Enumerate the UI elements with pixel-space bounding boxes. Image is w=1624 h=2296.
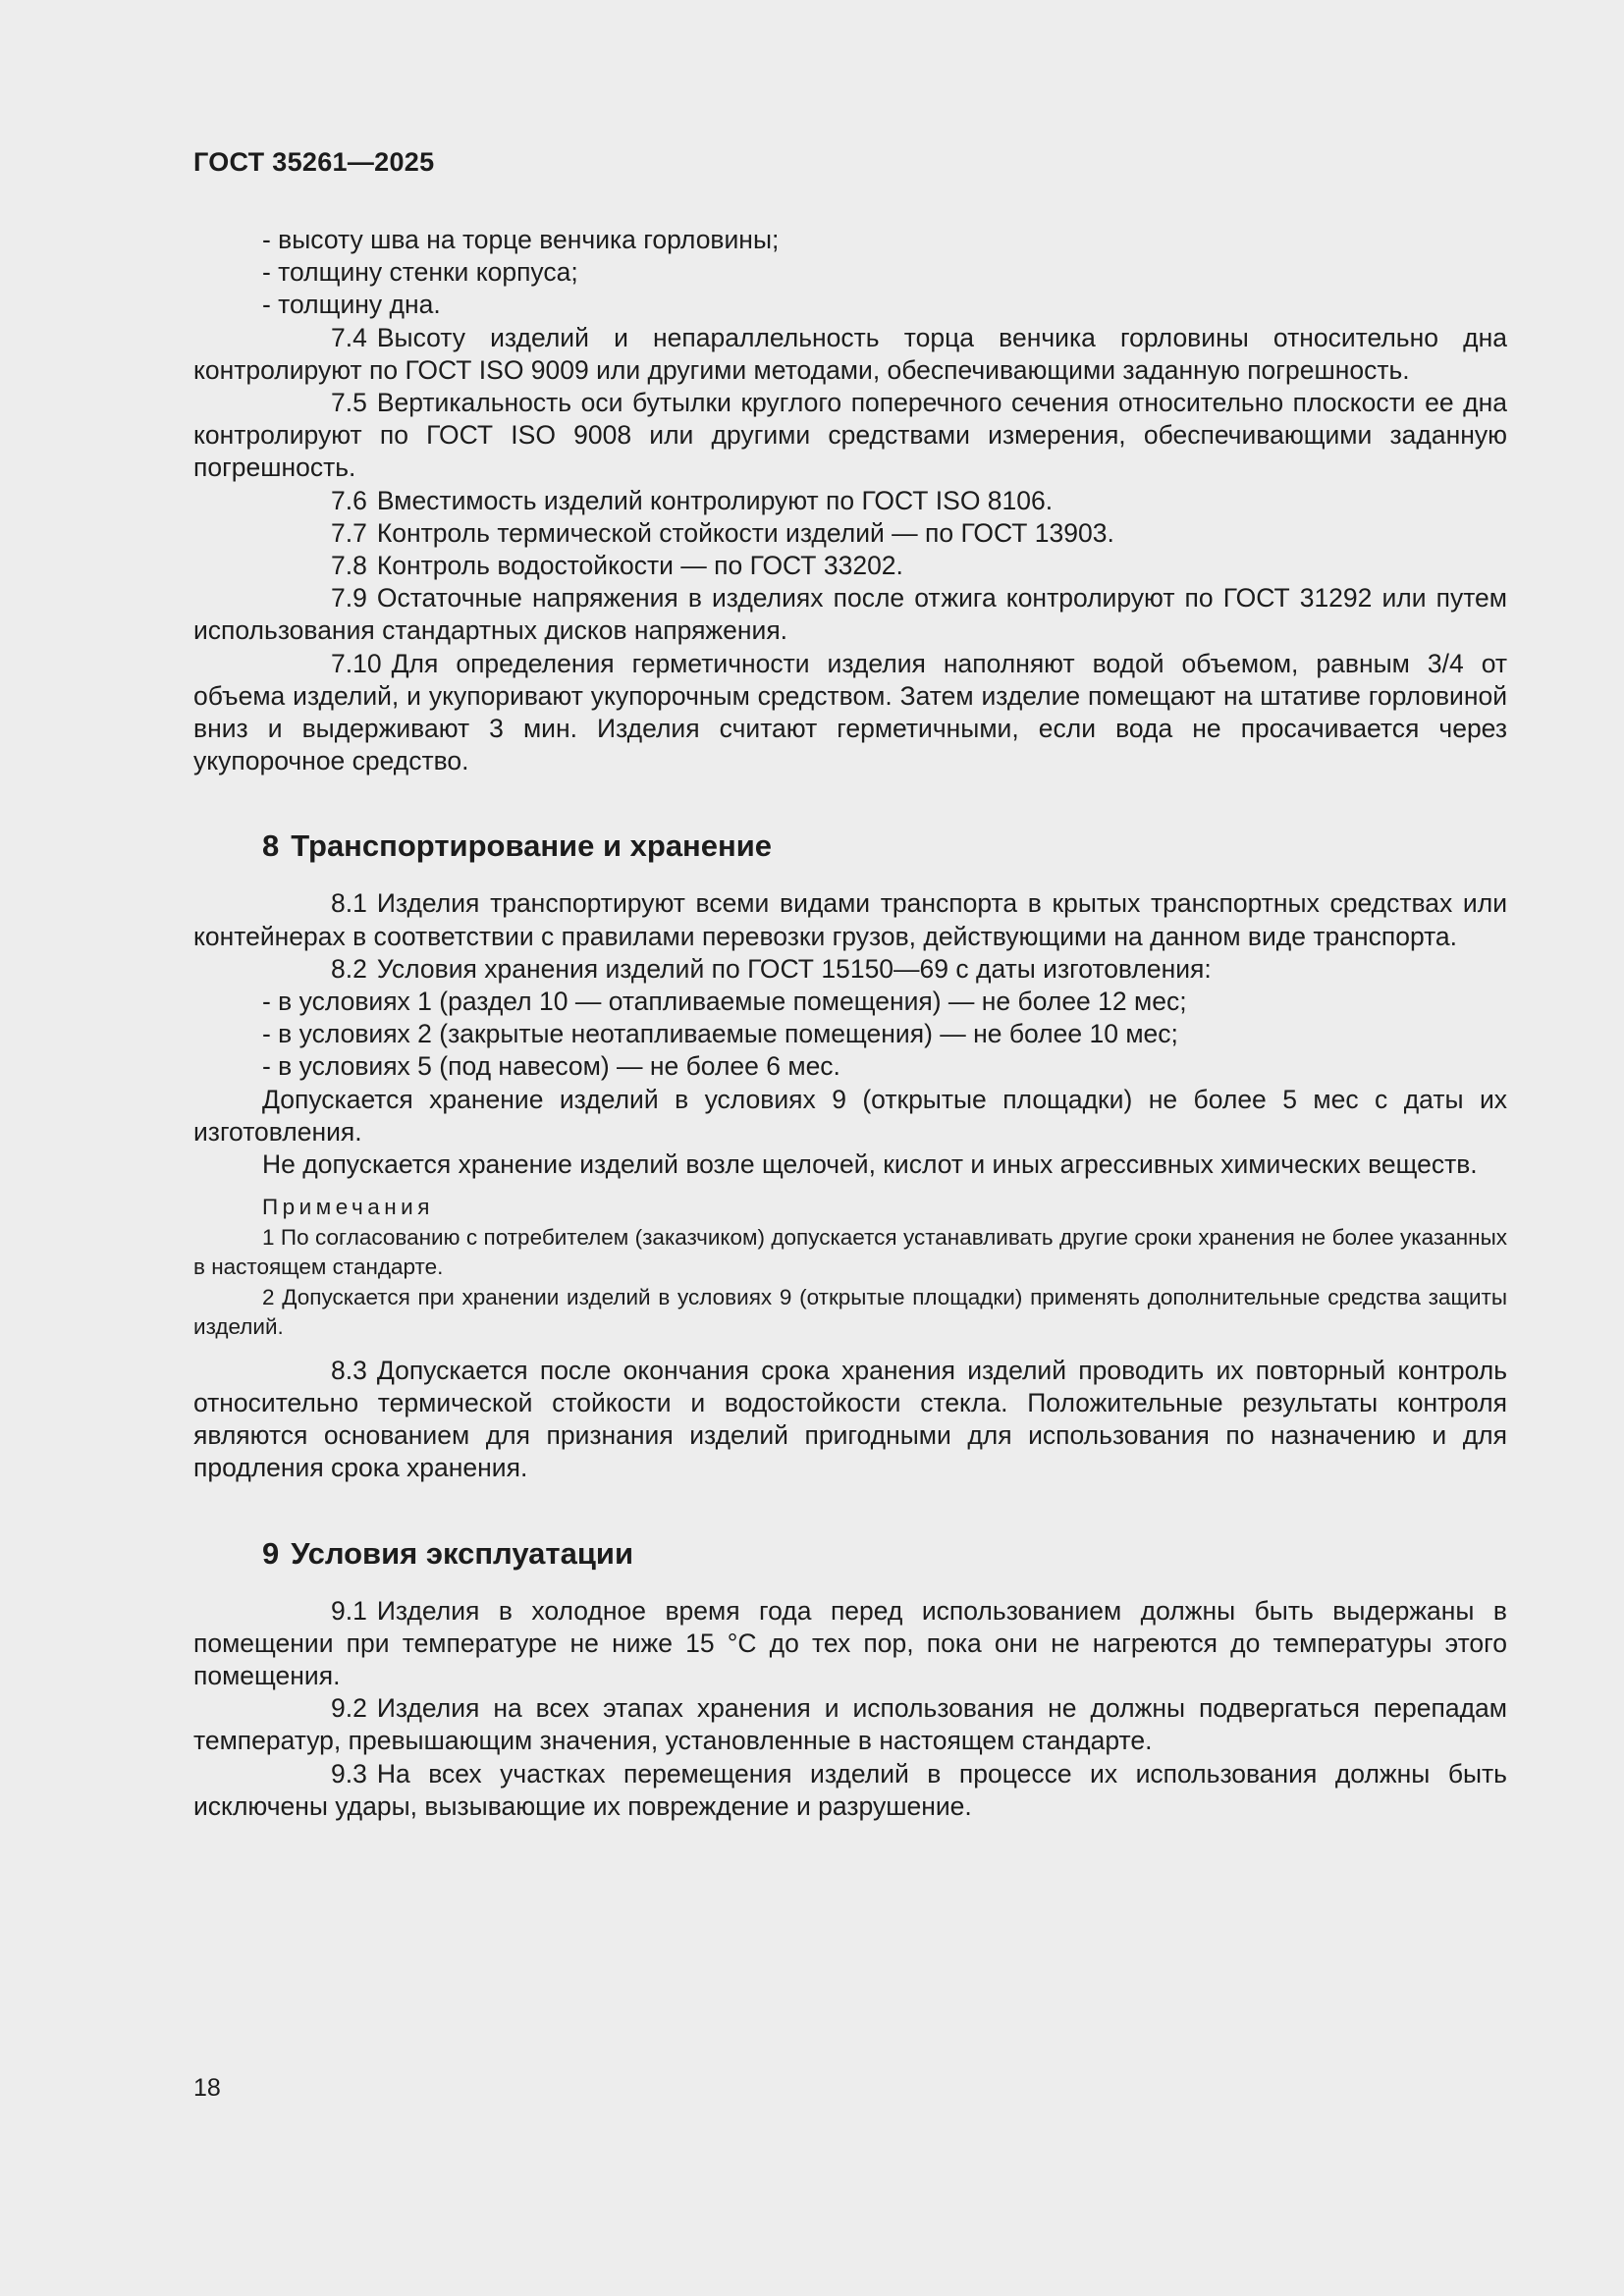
clause-number: 7.6 xyxy=(331,485,367,515)
clause-number: 7.8 xyxy=(331,551,367,581)
section-heading-9 xyxy=(262,1534,1507,1574)
paragraph-7-6 xyxy=(193,485,1507,517)
list-item: - в условиях 5 (под навесом) — не более 6 мес. xyxy=(262,1051,840,1082)
list-item: - толщину стенки корпуса; xyxy=(262,257,578,288)
notes-block xyxy=(193,1193,1507,1343)
paragraph-8-1 xyxy=(193,887,1507,952)
paragraph-disallow: Не допускается хранение изделий возле щелочей, кислот и иных агрессивных химических веществ. xyxy=(262,1149,1478,1180)
list-item: - в условиях 2 (закрытые неотапливаемые помещения) — не более 10 мес; xyxy=(262,1019,1178,1049)
clause-number: 9.2 xyxy=(331,1693,367,1724)
page-number: 18 xyxy=(193,2074,221,2102)
page-body xyxy=(193,224,1507,1823)
paragraph-8-3 xyxy=(193,1355,1507,1485)
notes-title: Примечания xyxy=(262,1195,434,1220)
clause-text: Условия хранения изделий по ГОСТ 15150—69 с даты изготовления: xyxy=(376,953,1212,984)
paragraph-8-2 xyxy=(193,953,1507,986)
paragraph-7-10 xyxy=(193,648,1507,778)
section-heading-8 xyxy=(262,827,1507,866)
clause-number: 8.2 xyxy=(331,953,367,984)
clause-text: Допускается после окончания срока хранения изделий проводить их повторный контроль относительно термической стойкости и водостойкости стекла. Положительные результаты контроля являются основанием для признания изделий пригодными для использования по назначению и для продления срока хранения. xyxy=(193,1355,1507,1483)
list-item: - высоту шва на торце венчика горловины; xyxy=(262,225,780,254)
clause-number: 9.1 xyxy=(331,1595,367,1626)
clause-number: 7.5 xyxy=(331,388,367,418)
paragraph-7-8 xyxy=(193,550,1507,582)
paragraph-allow: Допускается хранение изделий в условиях 9 (открытые площадки) не более 5 мес с даты их изготовления. xyxy=(193,1084,1507,1147)
clause-number: 8.1 xyxy=(331,888,367,919)
clause-text: На всех участках перемещения изделий в процессе их использования должны быть исключены удары, вызывающие их повреждение и разрушение. xyxy=(193,1758,1507,1821)
paragraph-9-2 xyxy=(193,1692,1507,1757)
clause-number: 7.9 xyxy=(331,583,367,614)
clause-number: 7.4 xyxy=(331,322,367,352)
section-number: 8 xyxy=(262,828,280,864)
clause-text: Контроль водостойкости — по ГОСТ 33202. xyxy=(376,551,903,581)
note-item: 2 Допускается при хранении изделий в условиях 9 (открытые площадки) применять дополнительные средства защиты изделий. xyxy=(193,1284,1507,1340)
note-item: 1 По согласованию с потребителем (заказчиком) допускается устанавливать другие сроки хранения не более указанных в настоящем стандарте. xyxy=(193,1224,1507,1280)
clause-text: Вместимость изделий контролируют по ГОСТ ISO 8106. xyxy=(376,485,1054,515)
section-title: Транспортирование и хранение xyxy=(291,828,773,864)
list-item: - в условиях 1 (раздел 10 — отапливаемые помещения) — не более 12 мес; xyxy=(262,987,1187,1017)
document-header: ГОСТ 35261—2025 xyxy=(193,147,435,177)
clause-text: Изделия транспортируют всеми видами транспорта в крытых транспортных средствах или контейнерах в соответствии с правилами перевозки грузов, действующими на данном виде транспорта. xyxy=(193,888,1507,951)
clause-number: 8.3 xyxy=(331,1355,367,1385)
paragraph-7-4 xyxy=(193,322,1507,387)
clause-number: 9.3 xyxy=(331,1758,367,1789)
clause-text: Остаточные напряжения в изделиях после отжига контролируют по ГОСТ 31292 или путем использования стандартных дисков напряжения. xyxy=(193,583,1507,646)
clause-text: Высоту изделий и непараллельность торца венчика горловины относительно дна контролируют по ГОСТ ISO 9009 или другими методами, обеспечивающими заданную погрешность. xyxy=(193,322,1507,385)
clause-text: Вертикальность оси бутылки круглого поперечного сечения относительно плоскости ее дна контролируют по ГОСТ ISO 9008 или другими средствами измерения, обеспечивающими заданную погрешность. xyxy=(193,388,1507,483)
section-number: 9 xyxy=(262,1535,280,1571)
clause-number: 7.7 xyxy=(331,517,367,548)
paragraph-9-3 xyxy=(193,1758,1507,1823)
paragraph-7-7 xyxy=(193,517,1507,550)
clause-text: Контроль термической стойкости изделий — по ГОСТ 13903. xyxy=(376,517,1114,548)
clause-text: Изделия на всех этапах хранения и использования не должны подвергаться перепадам температур, превышающим значения, установленные в настоящем стандарте. xyxy=(193,1693,1507,1756)
list-item: - толщину дна. xyxy=(262,290,441,320)
clause-text: Для определения герметичности изделия наполняют водой объемом, равным 3/4 от объема изделий, и укупоривают укупорочным средством. Затем изделие помещают на штативе горловиной вниз и выдерживают 3 мин. Изделия считают герметичными, если вода не просачивается через укупорочное средство. xyxy=(193,648,1507,776)
clause-text: Изделия в холодное время года перед использованием должны быть выдержаны в помещении при температуре не ниже 15 °С до тех пор, пока они не нагреются до температуры этого помещения. xyxy=(193,1595,1507,1690)
paragraph-7-9 xyxy=(193,582,1507,647)
paragraph-9-1 xyxy=(193,1595,1507,1693)
paragraph-7-5 xyxy=(193,387,1507,485)
section-title: Условия эксплуатации xyxy=(291,1535,633,1571)
clause-number: 7.10 xyxy=(331,648,382,678)
